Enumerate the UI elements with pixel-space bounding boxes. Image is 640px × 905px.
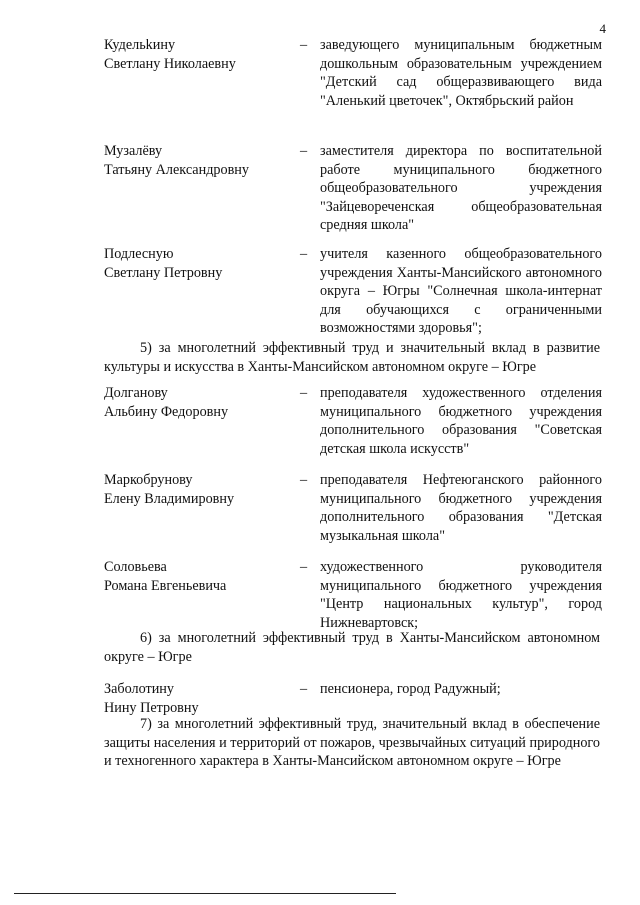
person-name bbox=[104, 680, 294, 717]
person-name bbox=[104, 384, 294, 421]
given-names: Светлану Петровну bbox=[104, 264, 223, 281]
page-number: 4 bbox=[599, 21, 606, 36]
position-description: преподавателя художественного отделения муниципального бюджетного учреждения дополнительного образования "Советская детская школа искусств" bbox=[320, 385, 602, 457]
person-name bbox=[104, 36, 294, 73]
dash: – bbox=[300, 472, 308, 488]
dash: – bbox=[300, 385, 308, 401]
person-name bbox=[104, 142, 294, 179]
position-description: художественного руководителя муниципального бюджетного учреждения "Центр национальных культур", город Нижневартовск; bbox=[320, 559, 602, 631]
given-names: Светлану Николаевну bbox=[104, 55, 236, 72]
given-names: Елену Владимировну bbox=[104, 490, 235, 507]
surname: Маркобрунову bbox=[104, 472, 193, 488]
person-name bbox=[104, 245, 294, 282]
footer-divider bbox=[14, 893, 396, 894]
position-description: заместителя директора по воспитательной работе муниципального бюджетного общеобразовательного учреждения "Зайцевореченская общеобразовательная средняя школа" bbox=[320, 143, 602, 234]
award-category-paragraph: 6) за многолетний эффективный труд в Ханты-Мансийском автономном округе – Югре bbox=[104, 630, 600, 665]
given-names: Романа Евгеньевича bbox=[104, 577, 227, 594]
dash: – bbox=[300, 559, 308, 575]
position-description: пенсионера, город Радужный; bbox=[320, 681, 501, 697]
dash: – bbox=[300, 681, 308, 697]
dash: – bbox=[300, 143, 308, 159]
surname: Подлесную bbox=[104, 246, 174, 262]
surname: Заболотину bbox=[104, 681, 174, 697]
person-name bbox=[104, 558, 294, 595]
surname: Кудельkину bbox=[104, 37, 176, 53]
position-description: заведующего муниципальным бюджетным дошкольным образовательным учреждением "Детский сад общеразвивающего вида "Аленький цветочек", Октябрьский район bbox=[320, 37, 602, 109]
dash: – bbox=[300, 246, 308, 262]
surname: Музалёву bbox=[104, 143, 163, 159]
given-names: Нину Петровну bbox=[104, 699, 199, 716]
dash: – bbox=[300, 37, 308, 53]
surname: Соловьева bbox=[104, 559, 167, 575]
given-names: Альбину Федоровну bbox=[104, 403, 229, 420]
position-description: преподавателя Нефтеюганского районного муниципального бюджетного учреждения дополнительного образования "Детская музыкальная школа" bbox=[320, 472, 602, 544]
award-category-paragraph: 5) за многолетний эффективный труд и значительный вклад в развитие культуры и искусства в Ханты-Мансийском автономном округе – Югре bbox=[104, 340, 600, 375]
given-names: Татьяну Александровну bbox=[104, 161, 249, 178]
person-name bbox=[104, 471, 294, 508]
surname: Долганову bbox=[104, 385, 168, 401]
position-description: учителя казенного общеобразовательного учреждения Ханты-Мансийского автономного округа – Югры "Солнечная школа-интернат для обучающихся с ограниченными возможностями здоровья"; bbox=[320, 246, 602, 337]
award-category-paragraph: 7) за многолетний эффективный труд, значительный вклад в обеспечение защиты населения и территорий от пожаров, чрезвычайных ситуаций природного и техногенного характера в Ханты-Мансийском автономном округе – Югре bbox=[104, 716, 600, 770]
